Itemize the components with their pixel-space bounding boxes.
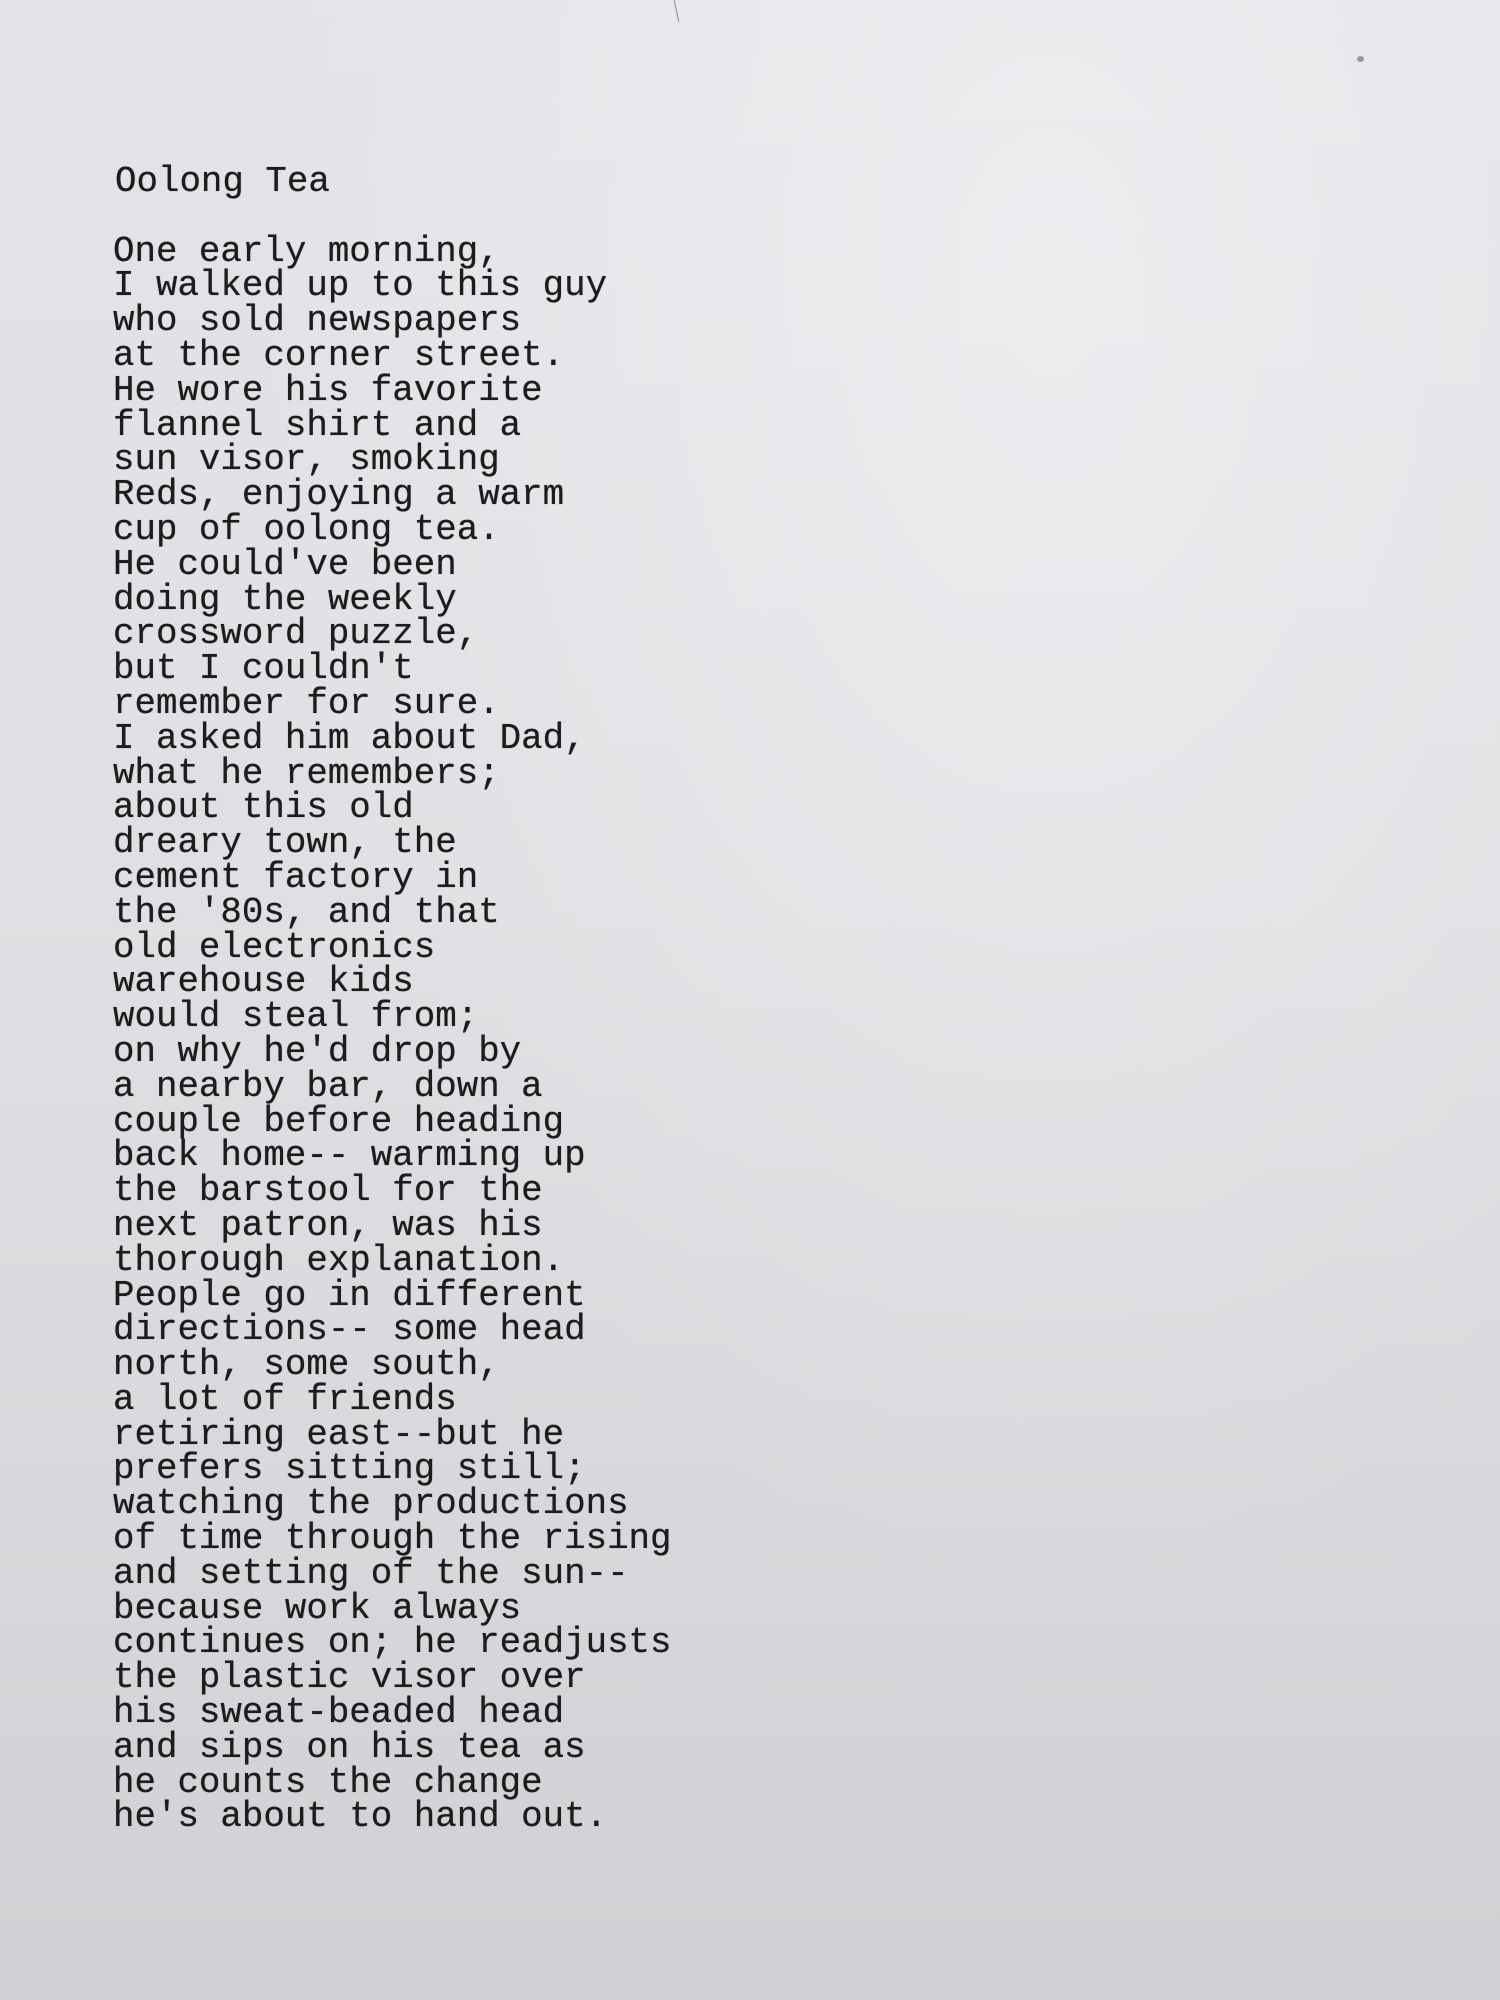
poem-line: but I couldn't	[113, 648, 414, 690]
poem-line: remember for sure.	[113, 682, 500, 724]
poem-line: a nearby bar, down a	[113, 1065, 543, 1107]
poem-line: what he remembers;	[113, 752, 500, 794]
poem-line: cup of oolong tea.	[113, 508, 500, 550]
poem-line: old electronics	[113, 926, 436, 968]
poem-line: continues on; he readjusts	[113, 1622, 672, 1664]
poem-line: north, some south,	[113, 1344, 500, 1386]
poem	[113, 161, 672, 1838]
poem-line: he's about to hand out.	[113, 1796, 608, 1838]
poem-line: about this old	[113, 787, 414, 829]
poem-line: he counts the change	[113, 1761, 543, 1803]
paper-mark	[674, 0, 680, 22]
poem-body	[113, 230, 672, 1838]
poem-line: People go in different	[113, 1274, 586, 1316]
poem-line: and setting of the sun--	[113, 1552, 629, 1594]
poem-line: the '80s, and that	[113, 891, 500, 933]
poem-line: He wore his favorite	[113, 369, 543, 411]
poem-line: the barstool for the	[113, 1170, 543, 1212]
poem-line: sun visor, smoking	[113, 439, 500, 481]
poem-line: of time through the rising	[113, 1518, 672, 1560]
poem-line: thorough explanation.	[113, 1239, 565, 1281]
poem-title: Oolong Tea	[115, 161, 330, 202]
poem-line: and sips on his tea as	[113, 1726, 586, 1768]
poem-line: retiring east--but he	[113, 1413, 565, 1455]
poem-line: the plastic visor over	[113, 1657, 586, 1699]
poem-line: I walked up to this guy	[113, 265, 608, 307]
poem-line: warehouse kids	[113, 961, 414, 1003]
poem-line: on why he'd drop by	[113, 1030, 522, 1072]
poem-line: Reds, enjoying a warm	[113, 474, 565, 516]
poem-line: directions-- some head	[113, 1309, 586, 1351]
poem-line: who sold newspapers	[113, 300, 522, 342]
poem-line: One early morning,	[113, 230, 500, 272]
poem-line: watching the productions	[113, 1483, 629, 1525]
poem-line: next patron, was his	[113, 1204, 543, 1246]
poem-line: crossword puzzle,	[113, 613, 479, 655]
poem-line: dreary town, the	[113, 822, 457, 864]
poem-line: couple before heading	[113, 1100, 565, 1142]
poem-line: He could've been	[113, 543, 457, 585]
poem-line: because work always	[113, 1587, 522, 1629]
poem-line: flannel shirt and a	[113, 404, 522, 446]
paper-speck	[1357, 56, 1364, 62]
poem-line: I asked him about Dad,	[113, 717, 586, 759]
poem-line: back home-- warming up	[113, 1135, 586, 1177]
poem-line: cement factory in	[113, 856, 479, 898]
poem-line: would steal from;	[113, 996, 479, 1038]
poem-line: his sweat-beaded head	[113, 1692, 565, 1734]
poem-line: a lot of friends	[113, 1378, 457, 1420]
poem-line: at the corner street.	[113, 334, 565, 376]
poem-line: prefers sitting still;	[113, 1448, 586, 1490]
poem-line: doing the weekly	[113, 578, 457, 620]
